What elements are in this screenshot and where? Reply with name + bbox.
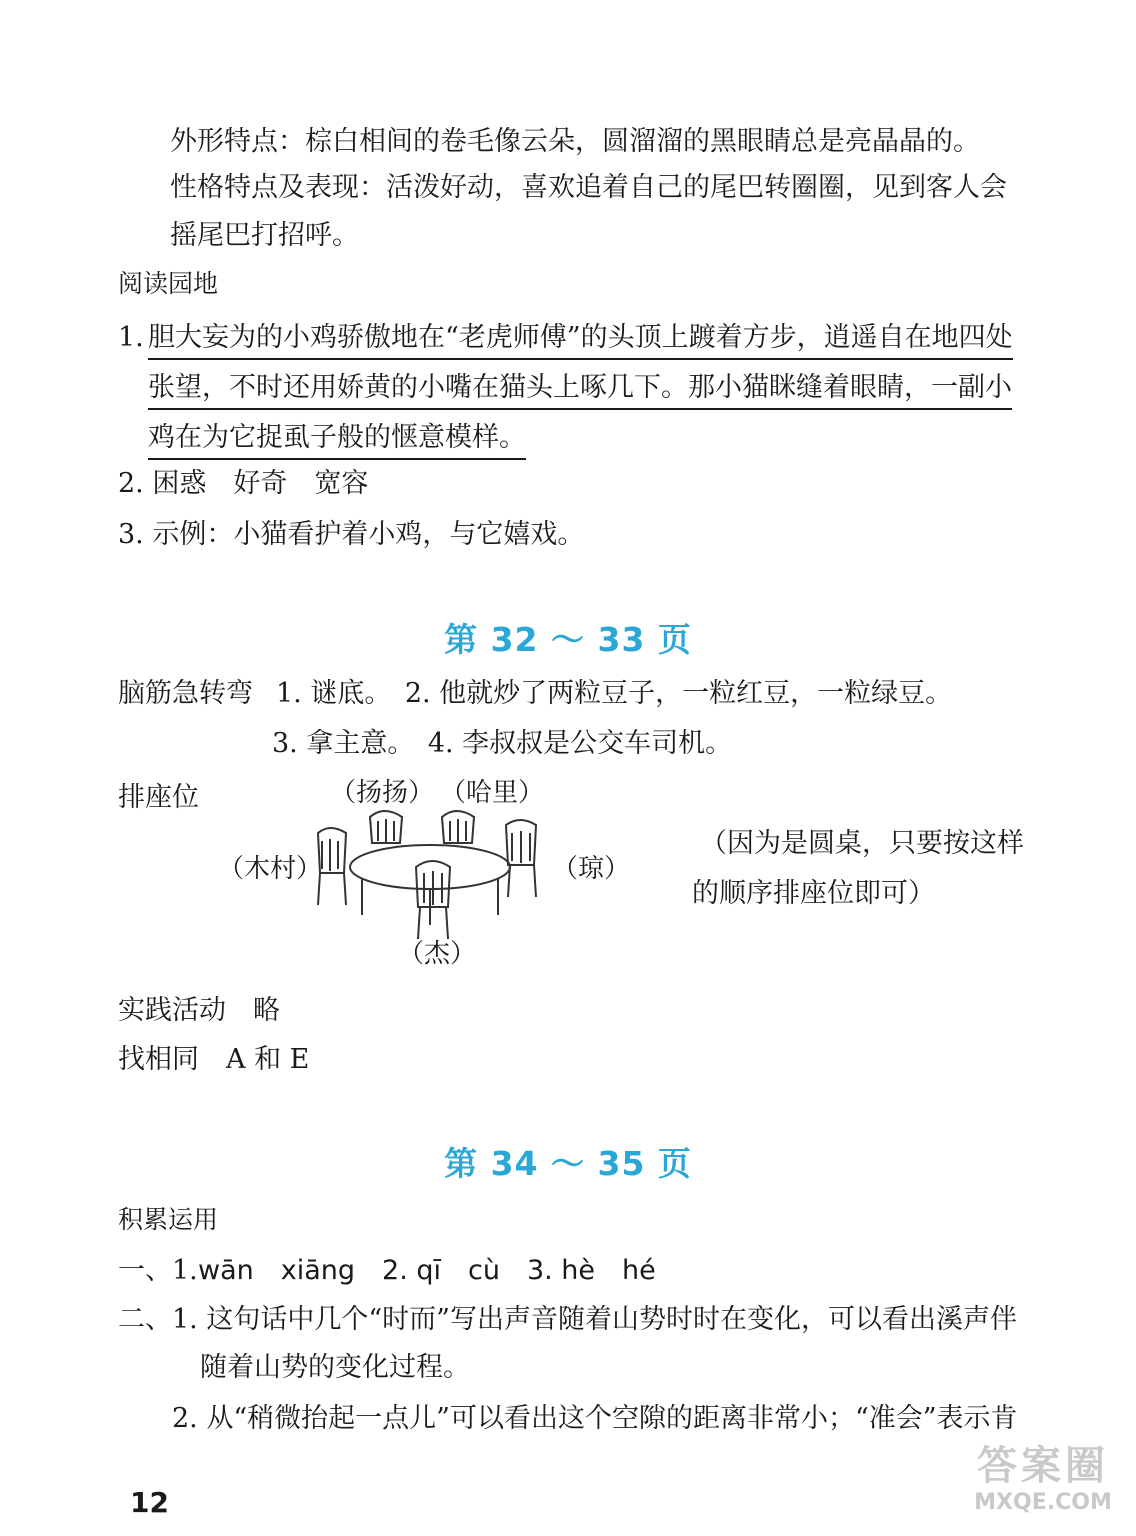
reading-q2: 2. 困惑 好奇 宽容 <box>118 468 369 499</box>
section-heading-32-33: 第 32 ～ 33 页 <box>444 620 692 659</box>
accum-q2-line2: 随着山势的变化过程。 <box>200 1352 470 1383</box>
personality-text-2: 摇尾巴打招呼。 <box>170 220 359 251</box>
appearance-text: 外形特点：棕白相间的卷毛像云朵，圆溜溜的黑眼睛总是亮晶晶的。 <box>170 126 980 157</box>
seating-note-1: （因为是圆桌，只要按这样 <box>700 828 1024 859</box>
chair-top-right <box>442 811 474 843</box>
seat-label-qiong: （琼） <box>552 854 631 884</box>
accum-q1-pinyin: wān xiāng 2. qī cù 3. hè hé <box>198 1255 656 1286</box>
reading-q1-number: 1. <box>118 322 144 353</box>
watermark-line2: MXQE.COM <box>974 1490 1112 1515</box>
riddle-answers-2: 3. 拿主意。 4. 李叔叔是公交车司机。 <box>272 728 733 759</box>
reading-section-title: 阅读园地 <box>118 269 219 298</box>
round-table-seating-illustration <box>300 805 560 945</box>
reading-q3: 3. 示例：小猫看护着小鸡，与它嬉戏。 <box>118 519 585 550</box>
chair-front <box>416 861 450 939</box>
practice-activity: 实践活动 略 <box>118 995 280 1026</box>
reading-q1-line2: 张望，不时还用娇黄的小嘴在猫头上啄几下。那小猫眯缝着眼睛，一副小 <box>148 370 1012 410</box>
seating-label: 排座位 <box>118 782 199 813</box>
watermark-logo <box>958 1442 1128 1532</box>
accumulation-section-title: 积累运用 <box>118 1205 219 1234</box>
personality-text-1: 性格特点及表现：活泼好动，喜欢追着自己的尾巴转圈圈，见到客人会 <box>170 172 1007 203</box>
reading-q1-line1: 胆大妄为的小鸡骄傲地在“老虎师傅”的头顶上踱着方步，逍遥自在地四处 <box>148 320 1013 360</box>
round-table <box>350 845 510 889</box>
watermark-line1: 答案圈 <box>977 1443 1109 1489</box>
seating-note-2: 的顺序排座位即可） <box>692 878 935 909</box>
page-number: 12 <box>130 1486 169 1519</box>
seat-label-hali: （哈里） <box>440 778 545 808</box>
find-same: 找相同 A 和 E <box>118 1044 310 1075</box>
accum-q2-line3: 2. 从“稍微抬起一点儿”可以看出这个空隙的距离非常小；“准会”表示肯 <box>172 1403 1018 1434</box>
chair-right <box>506 820 536 897</box>
accum-q2-line1: 二、1. 这句话中几个“时而”写出声音随着山势时时在变化，可以看出溪声伴 <box>118 1304 1017 1335</box>
riddle-label: 脑筋急转弯 <box>118 678 253 709</box>
reading-q1-line3: 鸡在为它捉虱子般的惬意模样。 <box>148 420 526 460</box>
section-heading-34-35: 第 34 ～ 35 页 <box>444 1144 692 1183</box>
seat-label-mucun: （木村） <box>218 854 323 884</box>
riddle-answers-1: 1. 谜底。 2. 他就炒了两粒豆子，一粒红豆，一粒绿豆。 <box>276 678 953 709</box>
accum-q1-prefix: 一、1. <box>118 1255 198 1286</box>
seat-label-jie: （杰） <box>398 939 477 969</box>
chair-left <box>318 828 346 905</box>
chair-top-left <box>370 811 402 843</box>
seat-label-yangyang: （扬扬） <box>330 778 435 808</box>
